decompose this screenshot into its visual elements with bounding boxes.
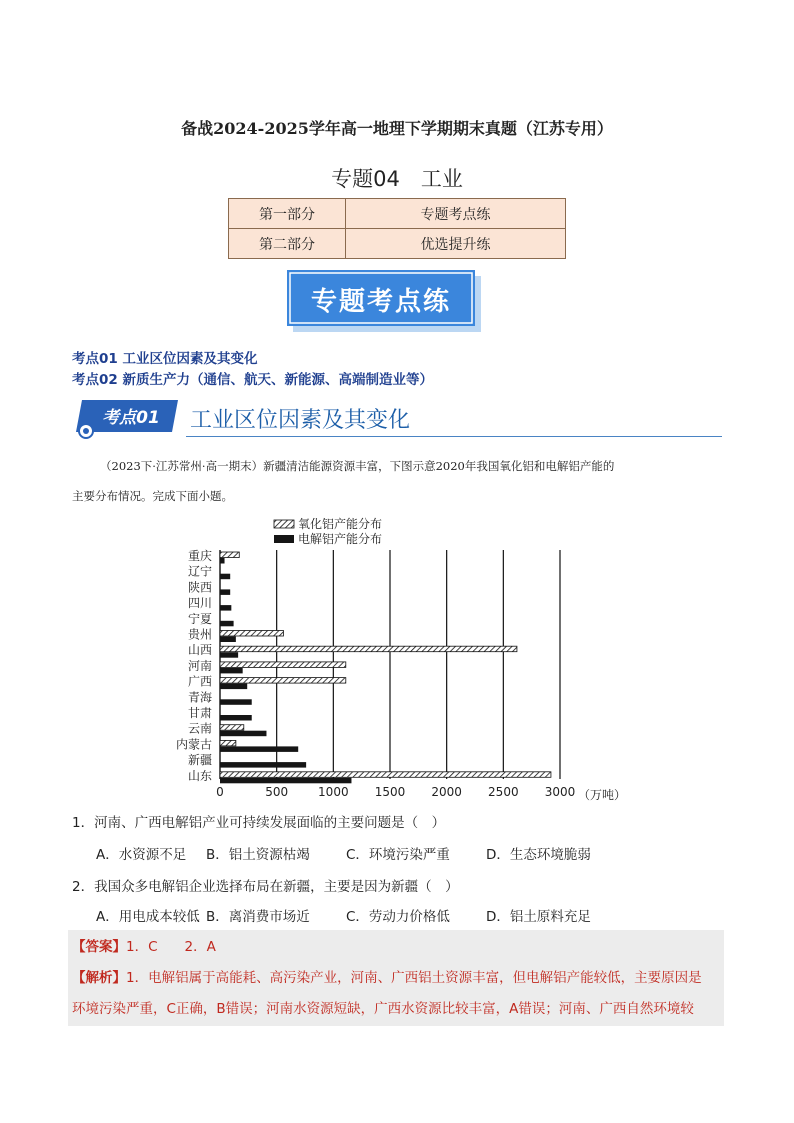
legend-swatch-electrolytic [274,535,294,543]
section-tag-label: 考点01 [102,408,160,428]
chart-bar-electrolytic [220,637,236,643]
chart-bars [220,552,551,783]
chart-x-tick-label: 1000 [318,785,349,799]
chart-bar-electrolytic [220,684,247,690]
chart-category-label: 陕西 [187,580,212,595]
chart-legend [274,516,382,546]
chart-category-label: 云南 [187,721,212,736]
chart-bar-alumina [220,740,236,746]
section-tag-dot-inner [83,428,89,434]
topic-title: 专题04 工业 [331,167,463,191]
question-2-option-b[interactable]: B．离消费市场近 [206,909,310,925]
chart-x-ticks [216,785,575,799]
chart-category-label: 甘肃 [187,706,212,720]
question-1-option-b[interactable]: B．铝土资源枯竭 [206,847,310,863]
chart-bar-electrolytic [220,589,230,595]
chart-bar-electrolytic [220,699,252,705]
legend-label-electrolytic: 电解铝产能分布 [298,532,383,546]
analysis-text-line1: 1．电解铝属于高能耗、高污染产业，河南、广西铝土资源丰富，但电解铝产能较低，主要原因是 [126,970,702,986]
chart-category-labels [176,548,212,783]
chart-category-label: 河南 [187,658,212,673]
chart-bar-alumina [220,646,517,652]
parts-cell-part: 第二部分 [229,229,346,259]
chart-category-label: 内蒙古 [175,737,212,752]
chart-bar-electrolytic [220,668,243,674]
chart-bar-alumina [220,678,346,684]
section-title: 工业区位因素及其变化 [190,408,411,433]
question-1-option-a[interactable]: A．水资源不足 [96,847,187,863]
chart-bar-electrolytic [220,762,306,768]
parts-cell-name: 优选提升练 [346,229,566,259]
section-title-rule [186,436,722,437]
chart-bar-alumina [220,725,244,731]
analysis-line1 [72,966,724,986]
analysis-label: 【解析】 [72,970,126,986]
answer-line [72,935,216,955]
question-2-option-a[interactable]: A．用电成本较低 [96,909,200,925]
legend-label-alumina: 氧化铝产能分布 [298,517,383,531]
question-1-option-c[interactable]: C．环境污染严重 [346,847,450,863]
intro-text-line1: （2023下·江苏常州·高一期末）新疆清洁能源资源丰富，下图示意2020年我国氧化铝和电解铝产能的 [100,459,615,473]
chart-x-tick-label: 500 [265,785,289,799]
chart-bar-alumina [220,552,239,558]
chart-x-tick-label: 2000 [431,785,462,799]
chart-bar-electrolytic [220,558,225,564]
intro-text-line2: 主要分布情况。完成下面小题。 [72,489,233,503]
banner-label: 专题考点练 [310,287,451,317]
question-2-option-c[interactable]: C．劳动力价格低 [346,909,450,925]
chart-category-label: 山西 [187,643,212,658]
chart-category-label: 宁夏 [187,611,212,626]
chart-category-label: 山东 [187,768,212,783]
chart-x-unit: （万吨） [578,788,627,802]
chart-bar-electrolytic [220,652,238,658]
capacity-bar-chart [150,510,650,805]
parts-row [229,229,566,259]
chart-x-tick-label: 2500 [488,785,519,799]
chart-bar-electrolytic [220,715,252,721]
kaodian-item[interactable]: 考点02 新质生产力（通信、航天、新能源、高端制造业等） [72,372,433,388]
parts-cell-part: 第一部分 [229,199,346,229]
chart-bar-electrolytic [220,746,298,752]
chart-category-label: 重庆 [187,549,212,563]
chart-category-label: 贵州 [187,627,212,642]
kaodian-item[interactable]: 考点01 工业区位因素及其变化 [72,351,258,367]
chart-category-label: 广西 [187,674,212,689]
chart-bar-electrolytic [220,778,351,784]
answer-label: 【答案】 [72,939,126,955]
chart-category-label: 新疆 [187,753,212,768]
chart-category-label: 四川 [187,596,212,611]
chart-bar-electrolytic [220,605,231,611]
legend-swatch-alumina [274,520,294,528]
answer-text: 1．C 2．A [126,939,216,955]
chart-x-tick-label: 0 [216,785,224,799]
chart-bar-electrolytic [220,574,230,580]
question-1-option-d[interactable]: D．生态环境脆弱 [486,847,591,863]
chart-bar-electrolytic [220,621,234,627]
analysis-text-line2: 环境污染严重，C正确，B错误；河南水资源短缺，广西水资源比较丰富，A错误；河南、广西自然环境较 [72,1001,694,1017]
chart-bar-alumina [220,631,283,637]
chart-bar-electrolytic [220,731,266,737]
chart-bar-alumina [220,662,346,668]
chart-x-tick-label: 3000 [544,785,576,799]
chart-bar-alumina [220,772,551,778]
question-1-stem: 1．河南、广西电解铝产业可持续发展面临的主要问题是（ ） [72,815,446,831]
chart-category-label: 辽宁 [187,564,212,579]
parts-row [229,199,566,229]
chart-x-tick-label: 1500 [374,785,406,799]
parts-table [228,198,566,259]
parts-cell-name: 专题考点练 [346,199,566,229]
question-2-option-d[interactable]: D．铝土原料充足 [486,909,591,925]
question-2-stem: 2．我国众多电解铝企业选择布局在新疆，主要是因为新疆（ ） [72,879,459,895]
document-title: 备战2024-2025学年高一地理下学期期末真题（江苏专用） [181,119,613,138]
chart-category-label: 青海 [187,690,212,705]
